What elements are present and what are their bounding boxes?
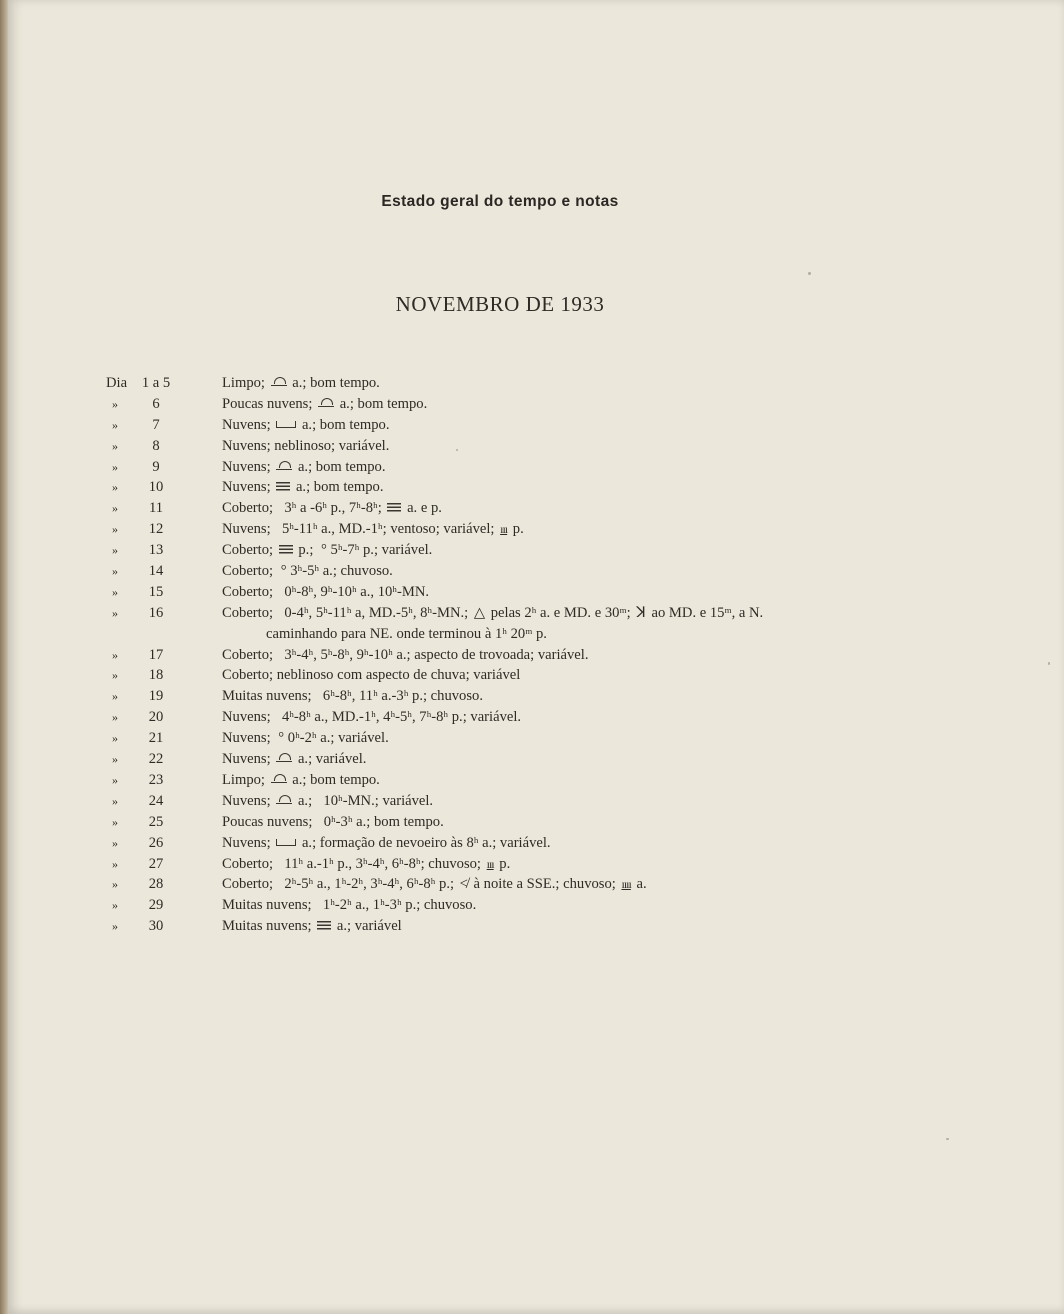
day-entry-row — [0, 770, 1064, 791]
day-entry-row — [0, 874, 1064, 895]
day-entry-row — [0, 477, 1064, 498]
note-text: a.; bom tempo. — [288, 771, 380, 788]
note-text: Poucas nuvens; — [222, 813, 317, 830]
day-entry-row — [0, 728, 1064, 749]
weather-note — [222, 394, 427, 414]
month-title: NOVEMBRO DE 1933 — [395, 292, 605, 316]
ditto-mark: » — [112, 898, 118, 913]
weather-note — [222, 519, 524, 539]
note-text: 11ʰ a.-1ʰ p., 3ʰ-4ʰ, 6ʰ-8ʰ; chuvoso; — [280, 855, 485, 872]
note-text: 2ʰ-5ʰ a., 1ʰ-2ʰ, 3ʰ-4ʰ, 6ʰ-8ʰ p.; — [280, 876, 458, 893]
weather-note — [222, 833, 551, 853]
note-text: 4ʰ-8ʰ a., MD.-1ʰ, 4ʰ-5ʰ, 7ʰ-8ʰ p.; variável. — [278, 709, 522, 726]
weather-note — [222, 540, 432, 560]
note-text: a. e p. — [403, 500, 442, 517]
note-text: Nuvens; — [222, 751, 275, 768]
note-text: a.; — [294, 792, 316, 809]
day-entry-row — [0, 749, 1064, 770]
weather-note — [222, 561, 393, 581]
note-text: 6ʰ-8ʰ, 11ʰ a.-3ʰ p.; chuvoso. — [319, 688, 483, 705]
day-number: 29 — [148, 897, 164, 914]
lightning-icon: ≮ — [459, 876, 468, 893]
ditto-mark: » — [112, 480, 118, 495]
note-text: a.; formação de nevoeiro às 8ʰ a.; variável. — [298, 834, 551, 851]
note-text: a. — [632, 876, 647, 893]
day-number: 14 — [148, 563, 164, 580]
note-text: Nuvens; — [222, 792, 275, 809]
note-text: 1ʰ-2ʰ a., 1ʰ-3ʰ p.; chuvoso. — [319, 897, 477, 914]
ditto-mark: » — [112, 689, 118, 704]
note-text: a.; bom tempo. — [292, 479, 384, 496]
ditto-mark: » — [112, 814, 118, 829]
ditto-mark: » — [112, 731, 118, 746]
day-number: 16 — [148, 604, 164, 621]
ditto-mark: » — [112, 835, 118, 850]
day-entry-row — [0, 561, 1064, 582]
day-entry-row — [0, 603, 1064, 645]
day-entry-row — [0, 791, 1064, 812]
note-text: ° 5ʰ-7ʰ p.; variável. — [321, 542, 433, 559]
day-number: 22 — [148, 751, 164, 768]
weather-note — [222, 436, 389, 456]
day-entry-row — [0, 895, 1064, 916]
day-entry-row — [0, 686, 1064, 707]
note-text: p. — [509, 521, 524, 538]
day-entry-row — [0, 394, 1064, 415]
weather-note-continuation: caminhando para NE. onde terminou à 1ʰ 20ᵐ p. — [266, 625, 547, 642]
day-entry-row — [0, 665, 1064, 686]
note-text: Limpo; — [222, 771, 269, 788]
day-entry-row — [0, 833, 1064, 854]
weather-note — [222, 665, 520, 685]
dew-icon — [276, 461, 292, 470]
ditto-mark: » — [112, 459, 118, 474]
thunder-icon: △ — [473, 604, 486, 621]
day-entry-row — [0, 498, 1064, 519]
day-number: 28 — [148, 876, 164, 893]
day-entry-row — [0, 812, 1064, 833]
weather-note — [222, 457, 386, 477]
weather-note — [222, 728, 389, 748]
weather-note — [222, 770, 380, 790]
weather-note — [222, 791, 433, 811]
day-entry-row — [0, 436, 1064, 457]
note-text: 0ʰ-8ʰ, 9ʰ-10ʰ a., 10ʰ-MN. — [280, 583, 430, 600]
note-text: Nuvens; — [222, 416, 275, 433]
note-text: Nuvens; — [222, 730, 275, 747]
dew-icon — [276, 753, 292, 762]
frost-icon — [276, 839, 296, 846]
weather-note — [222, 373, 380, 393]
note-text: Poucas nuvens; — [222, 395, 317, 412]
note-text: Nuvens; — [222, 479, 275, 496]
note-text: a.; variável. — [294, 751, 367, 768]
day-number: 13 — [148, 542, 164, 559]
ditto-mark: » — [112, 522, 118, 537]
note-text: pelas 2ʰ a. e MD. e 30ᵐ; — [487, 604, 635, 621]
weather-note — [222, 895, 476, 915]
note-text: ° 0ʰ-2ʰ a.; variável. — [278, 730, 389, 747]
day-number: 23 — [148, 771, 164, 788]
note-text: Coberto; — [222, 542, 277, 559]
weather-note — [222, 477, 384, 497]
note-text: Coberto; — [222, 500, 277, 517]
paper-speck — [808, 272, 811, 275]
note-text: a.; bom tempo. — [294, 458, 386, 475]
ditto-mark: » — [112, 919, 118, 934]
note-text: 0-4ʰ, 5ʰ-11ʰ a, MD.-5ʰ, 8ʰ-MN.; — [280, 604, 472, 621]
ditto-mark: » — [112, 793, 118, 808]
weather-note — [222, 874, 647, 894]
day-number: 24 — [148, 792, 164, 809]
note-text: Nuvens; — [222, 709, 275, 726]
note-text: Coberto; — [222, 855, 277, 872]
dew-icon — [271, 377, 287, 386]
ditto-mark: » — [112, 710, 118, 725]
strong-wind-icon: ıııı — [621, 877, 631, 892]
dew-icon — [276, 795, 292, 804]
weather-note — [222, 854, 510, 874]
ditto-mark: » — [112, 543, 118, 558]
ditto-mark: » — [112, 647, 118, 662]
note-text: 5ʰ-11ʰ a., MD.-1ʰ; ventoso; variável; — [278, 521, 499, 538]
day-entry-row — [0, 707, 1064, 728]
day-number: 21 — [148, 730, 164, 747]
weather-note — [222, 749, 366, 769]
fog-icon — [317, 921, 331, 930]
fog-icon — [276, 482, 290, 491]
weather-note — [222, 603, 763, 623]
note-text: Coberto; neblinoso com aspecto de chuva; variável — [222, 667, 521, 684]
note-text: 3ʰ-4ʰ, 5ʰ-8ʰ, 9ʰ-10ʰ a.; aspecto de trovoada; variável. — [280, 646, 589, 663]
ditto-mark: » — [112, 605, 118, 620]
note-text: Muitas nuvens; — [222, 897, 316, 914]
day-number: 20 — [148, 709, 164, 726]
day-number: 10 — [148, 479, 164, 496]
section-heading: Estado geral do tempo e notas — [381, 193, 619, 210]
day-number: 27 — [148, 855, 164, 872]
weather-note — [222, 686, 483, 706]
day-entry-row — [0, 457, 1064, 478]
dew-icon — [318, 398, 334, 407]
note-text: ° 3ʰ-5ʰ a.; chuvoso. — [280, 563, 393, 580]
fog-icon — [279, 545, 293, 554]
day-label: Dia — [106, 375, 128, 391]
note-text: Limpo; — [222, 375, 269, 391]
weather-note — [222, 645, 588, 665]
day-number: 1 a 5 — [141, 375, 171, 391]
day-number: 6 — [152, 395, 160, 412]
ditto-mark: » — [112, 772, 118, 787]
note-text: ao MD. e 15ᵐ, a N. — [647, 604, 764, 621]
ditto-mark: » — [112, 501, 118, 516]
note-text: Coberto; — [222, 876, 277, 893]
day-entry-row — [0, 415, 1064, 436]
day-number: 25 — [148, 813, 164, 830]
note-text: a.; variável — [333, 918, 402, 935]
paper-speck — [946, 1138, 949, 1140]
day-entry-row — [0, 854, 1064, 875]
day-number: 12 — [148, 521, 164, 538]
day-number: 18 — [148, 667, 164, 684]
day-number: 11 — [148, 500, 164, 517]
day-number: 8 — [152, 437, 160, 454]
note-text: Nuvens; — [222, 458, 275, 475]
note-text: Coberto; — [222, 604, 277, 621]
day-number: 26 — [148, 834, 164, 851]
frost-icon — [276, 421, 296, 428]
ditto-mark: » — [112, 877, 118, 892]
note-text: p. — [495, 855, 511, 872]
day-entry-row — [0, 645, 1064, 666]
ditto-mark: » — [112, 564, 118, 579]
day-entry-row — [0, 519, 1064, 540]
lightning-icon: ꓘ — [636, 604, 646, 621]
note-text: Coberto; — [222, 563, 277, 580]
ditto-mark: » — [112, 417, 118, 432]
note-text: Nuvens; neblinoso; variável. — [222, 437, 390, 454]
day-number: 17 — [148, 646, 164, 663]
ditto-mark: » — [112, 752, 118, 767]
weather-note — [222, 707, 521, 727]
day-number: 7 — [152, 416, 160, 433]
weather-note — [222, 916, 402, 936]
note-text: p.; — [294, 542, 318, 559]
weather-notes-list — [0, 373, 1064, 937]
weather-note — [222, 415, 390, 435]
day-number: 19 — [148, 688, 164, 705]
note-text: Nuvens; — [222, 521, 275, 538]
day-number: 15 — [148, 583, 164, 600]
dew-icon — [271, 774, 287, 783]
ditto-mark: » — [112, 438, 118, 453]
day-number: 30 — [148, 918, 164, 935]
note-text: 0ʰ-3ʰ a.; bom tempo. — [320, 813, 444, 830]
note-text: a.; bom tempo. — [298, 416, 390, 433]
day-entry-row — [0, 373, 1064, 394]
ditto-mark: » — [112, 856, 118, 871]
note-text: Muitas nuvens; — [222, 688, 316, 705]
note-text: Muitas nuvens; — [222, 918, 316, 935]
weather-note — [222, 812, 444, 832]
note-text: a.; bom tempo. — [288, 375, 380, 391]
fog-icon — [387, 503, 401, 512]
day-number: 9 — [152, 458, 160, 475]
note-text: Nuvens; — [222, 834, 275, 851]
day-entry-row — [0, 916, 1064, 937]
strong-wind-icon: ııı — [500, 522, 508, 537]
note-text: Coberto; — [222, 646, 277, 663]
note-text: 3ʰ a -6ʰ p., 7ʰ-8ʰ; — [280, 500, 386, 517]
day-entry-row — [0, 582, 1064, 603]
ditto-mark: » — [112, 396, 118, 411]
note-text: Coberto; — [222, 583, 277, 600]
strong-wind-icon: ııı — [486, 856, 494, 871]
note-text: 10ʰ-MN.; variável. — [319, 792, 434, 809]
note-text: à noite a SSE.; chuvoso; — [469, 876, 620, 893]
day-entry-row — [0, 540, 1064, 561]
weather-note — [222, 498, 442, 518]
weather-note — [222, 582, 429, 602]
note-text: a.; bom tempo. — [336, 395, 428, 412]
ditto-mark: » — [112, 584, 118, 599]
ditto-mark: » — [112, 668, 118, 683]
